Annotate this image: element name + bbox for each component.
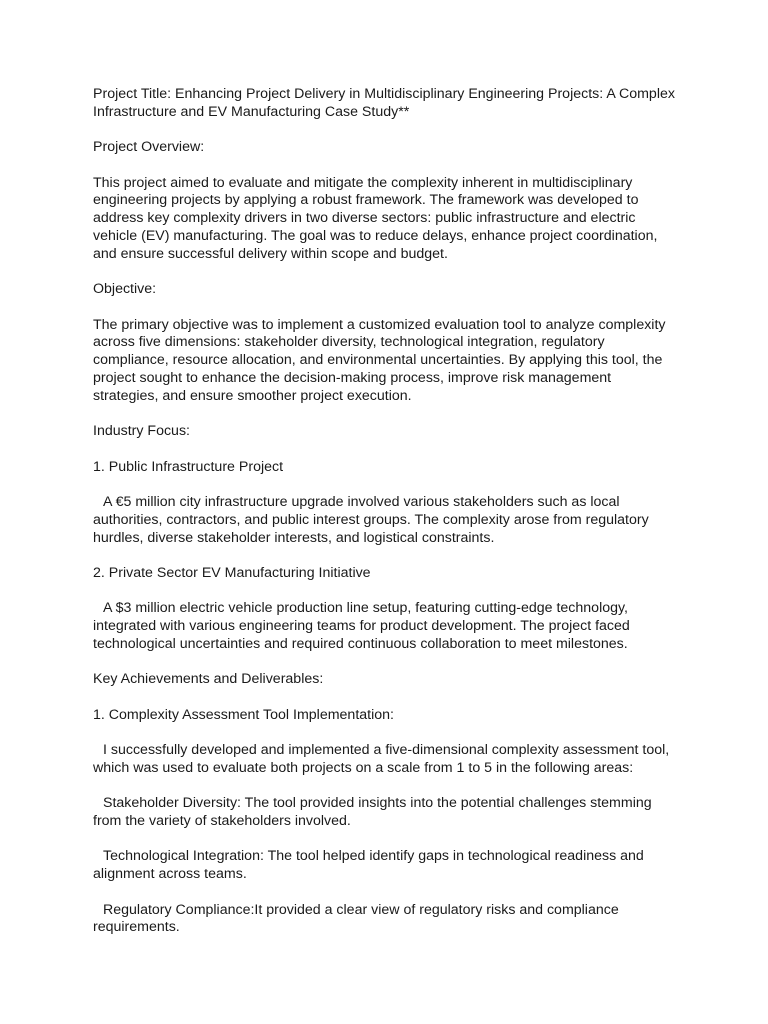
industry-item-1-paragraph: A €5 million city infrastructure upgrade involved various stakeholders such as local authorities, contractors, and public interest groups. The complexity arose from regulatory hurdles, diverse stakeholder interests, and logistical constraints.	[93, 493, 649, 546]
achievement-1-title: 1. Complexity Assessment Tool Implementation:	[93, 706, 394, 723]
industry-item-2-title: 2. Private Sector EV Manufacturing Initiative	[93, 564, 371, 581]
overview-paragraph: This project aimed to evaluate and mitigate the complexity inherent in multidisciplinary engineering projects by applying a robust framework. The framework was developed to address key complexity drivers in two diverse sectors: public infrastructure and electric vehicle (EV) manufacturing. The goal was to reduce delays, enhance project coordination, and ensure successful delivery within scope and budget.	[93, 174, 658, 262]
overview-heading: Project Overview:	[93, 139, 205, 156]
regulatory-compliance-paragraph: Regulatory Compliance:It provided a clear view of regulatory risks and compliance requirements.	[93, 901, 619, 936]
achievements-heading: Key Achievements and Deliverables:	[93, 671, 324, 688]
objective-heading: Objective:	[93, 281, 157, 298]
industry-item-2-paragraph: A $3 million electric vehicle production line setup, featuring cutting-edge technology, integrated with various engineering teams for product development. The project faced technological uncertainties and required continuous collaboration to meet milestones.	[93, 600, 630, 652]
document-page	[93, 86, 678, 955]
achievement-1-paragraph: I successfully developed and implemented a five-dimensional complexity assessment tool, which was used to evaluate both projects on a scale from 1 to 5 in the following areas:	[93, 742, 670, 776]
industry-item-1-title: 1. Public Infrastructure Project	[93, 458, 284, 475]
industry-focus-heading: Industry Focus:	[93, 423, 190, 440]
stakeholder-diversity-paragraph: Stakeholder Diversity: The tool provided insights into the potential challenges stemming from the variety of stakeholders involved.	[93, 795, 652, 830]
technological-integration-paragraph: Technological Integration: The tool helped identify gaps in technological readiness and alignment across teams.	[93, 848, 644, 883]
objective-paragraph: The primary objective was to implement a customized evaluation tool to analyze complexity across five dimensions: stakeholder diversity, technological integration, regulatory compliance, resource allocation, and environmental uncertainties. By applying this tool, the project sought to enhance the decision-making process, improve risk management strategies, and ensure smoother project execution.	[93, 316, 666, 404]
project-title: Project Title: Enhancing Project Delivery in Multidisciplinary Engineering Projects: A Complex Infrastructure and EV Manufacturing Case Study**	[93, 86, 675, 120]
